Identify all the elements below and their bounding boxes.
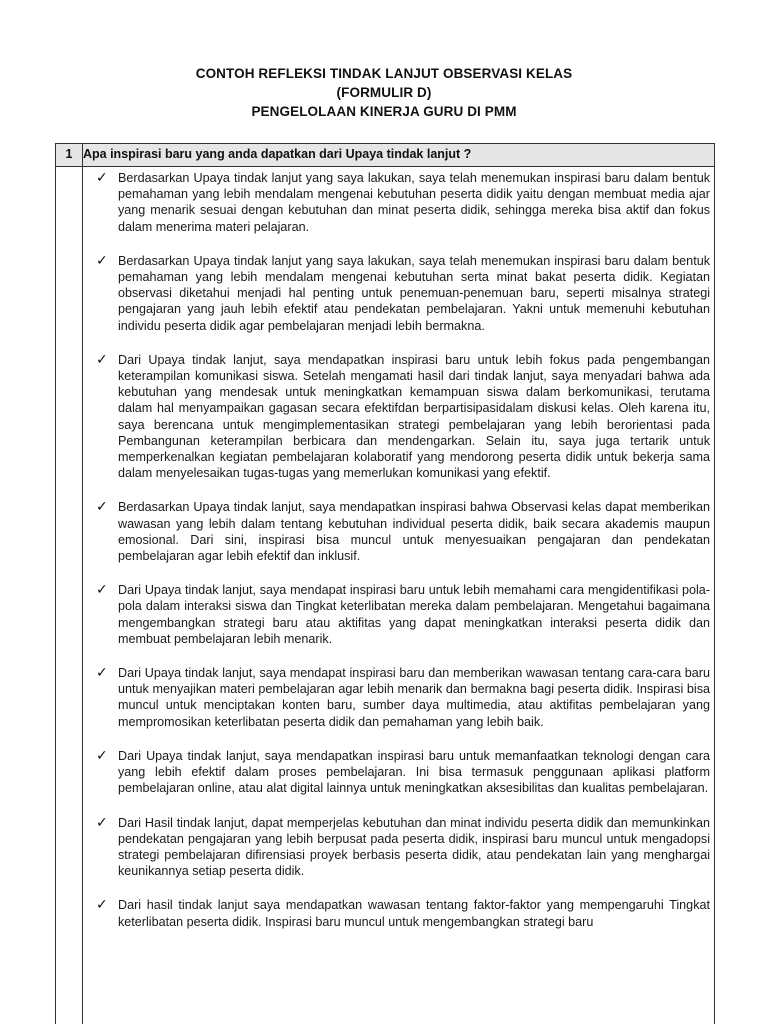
answer-text: Berdasarkan Upaya tindak lanjut yang saya lakukan, saya telah menemukan inspirasi baru dalam bentuk pemahaman yang lebih mendalam mengenai kebutuhan serta minat bakat peserta didik. Kegiatan observasi diketahui menjadi hal penting untuk penemuan-penemuan baru, seperti misalnya strategi pengajaran yang jauh lebih efektif atau pendekatan pembelajaran. Yakni untuk memenuhi kebutuhan individu peserta didik agar pembelajaran menjadi lebih bermakna. xyxy=(118,253,710,333)
answer-item xyxy=(96,581,710,647)
answer-list xyxy=(83,167,714,930)
check-icon: ✓ xyxy=(96,350,108,367)
check-icon: ✓ xyxy=(96,498,108,515)
document-title xyxy=(0,64,768,121)
answer-text: Dari Upaya tindak lanjut, saya mendapat inspirasi baru dan memberikan wawasan tentang cara-cara baru untuk menyajikan materi pembelajaran agar lebih menarik dan bermakna bagi peserta didik. Inspirasi bisa muncul untuk menciptakan konten baru, sumber daya multimedia, atau aktifitas pembelajaran yang mempromosikan keterlibatan peserta didik dan pemahaman yang lebih baik. xyxy=(118,666,710,729)
check-icon: ✓ xyxy=(96,664,108,681)
answer-item xyxy=(96,169,710,235)
answer-item xyxy=(96,350,710,482)
check-icon: ✓ xyxy=(96,746,108,763)
check-icon: ✓ xyxy=(96,581,108,598)
question-text: Apa inspirasi baru yang anda dapatkan dari Upaya tindak lanjut ? xyxy=(83,144,715,167)
answer-item xyxy=(96,813,710,880)
answer-number-cell xyxy=(56,167,83,1024)
answer-row xyxy=(56,167,715,1024)
question-row xyxy=(56,144,715,167)
title-line-form: (FORMULIR D) xyxy=(336,85,432,100)
answer-item xyxy=(96,498,710,564)
answer-text: Dari Hasil tindak lanjut, dapat memperjelas kebutuhan dan minat individu peserta didik dan memunkinkan pendekatan pengajaran yang lebih berpusat pada peserta didik, inspirasi baru muncul untuk mengadopsi strategi pembelajaran difirensiasi proyek berbasis peserta didik, atau pendekatan lain yang menghargai keunikannya setiap peserta didik. xyxy=(118,815,710,879)
answer-text: Dari hasil tindak lanjut saya mendapatkan wawasan tentang faktor-faktor yang mempengaruhi Tingkat keterlibatan peserta didik. Inspirasi baru muncul untuk mengembangkan strategi baru xyxy=(118,898,710,929)
title-line-subtitle: PENGELOLAAN KINERJA GURU DI PMM xyxy=(251,104,517,119)
answer-item xyxy=(96,251,710,334)
answer-text: Berdasarkan Upaya tindak lanjut, saya mendapatkan inspirasi bahwa Observasi kelas dapat memberikan wawasan yang lebih dalam tentang kebutuhan individual peserta didik, baik secara akademis maupun emosional. Dari sini, inspirasi bisa muncul untuk menyesuaikan pengajaran dan pendekatan pembelajaran agar lebih efektif dan inklusif. xyxy=(118,500,710,564)
answer-item xyxy=(96,664,710,730)
answer-text: Dari Upaya tindak lanjut, saya mendapatkan inspirasi baru untuk lebih fokus pada pengembangan keterampilan komunikasi siswa. Setelah mengamati hasil dari tindak lanjut, saya menyadari bahwa ada kebutuhan yang mendesak untuk meningkatkan kemampuan siswa dalam berkomunikasi, terutama dalam hal menyampaikan gagasan secara efektifdan berpartisipasidalam diskusi kelas. Oleh karena itu, saya berencana untuk mengimplementasikan strategi pembelajaran yang lebih berorientasi pada Pembangunan keterampilan berbicara dan mendengarkan. Selain itu, saya juga tertarik untuk memperkenalkan kegiatan pembelajaran kolaboratif yang mendorong peserta didik untuk bekerja sama dalam menyelesaikan tugas-tugas yang memerlukan komunikasi yang efektif. xyxy=(118,352,710,481)
check-icon: ✓ xyxy=(96,169,108,185)
answer-text: Dari Upaya tindak lanjut, saya mendapatkan inspirasi baru untuk memanfaatkan teknologi dengan cara yang lebih efektif dalam proses pembelajaran. Ini bisa termasuk penggunaan aplikasi platform pembelajaran online, atau alat digital lainnya untuk meningkatkan aksesibilitas dan kualitas pembelajaran. xyxy=(118,748,710,796)
reflection-table xyxy=(55,143,715,1024)
answer-item xyxy=(96,896,710,929)
answer-cell xyxy=(83,167,715,1024)
check-icon: ✓ xyxy=(96,251,108,268)
answer-text: Dari Upaya tindak lanjut, saya mendapat inspirasi baru untuk lebih memahami cara mengidentifikasi pola-pola dalam interaksi siswa dan Tingkat keterlibatan mereka dalam pembelajaran. Mengetahui bagaimana mengembangkan strategi baru atau aktifitas yang dapat meningkatkan interaksi peserta didik dan membuat pembelajaran lebih menarik. xyxy=(118,583,710,646)
check-icon: ✓ xyxy=(96,896,108,913)
question-number: 1 xyxy=(56,144,83,167)
title-line-main: CONTOH REFLEKSI TINDAK LANJUT OBSERVASI KELAS xyxy=(195,66,573,81)
answer-text: Berdasarkan Upaya tindak lanjut yang saya lakukan, saya telah menemukan inspirasi baru dalam bentuk pemahaman yang lebih mendalam mengenai kebutuhan peserta didik yaitu dengan membuat media ajar yang menarik sesuai dengan kebutuhan dan minat peserta didik, sehingga mereka bisa aktif dan fokus dalam menerima materi pelajaran. xyxy=(118,171,710,234)
check-icon: ✓ xyxy=(96,813,108,830)
answer-item xyxy=(96,746,710,797)
